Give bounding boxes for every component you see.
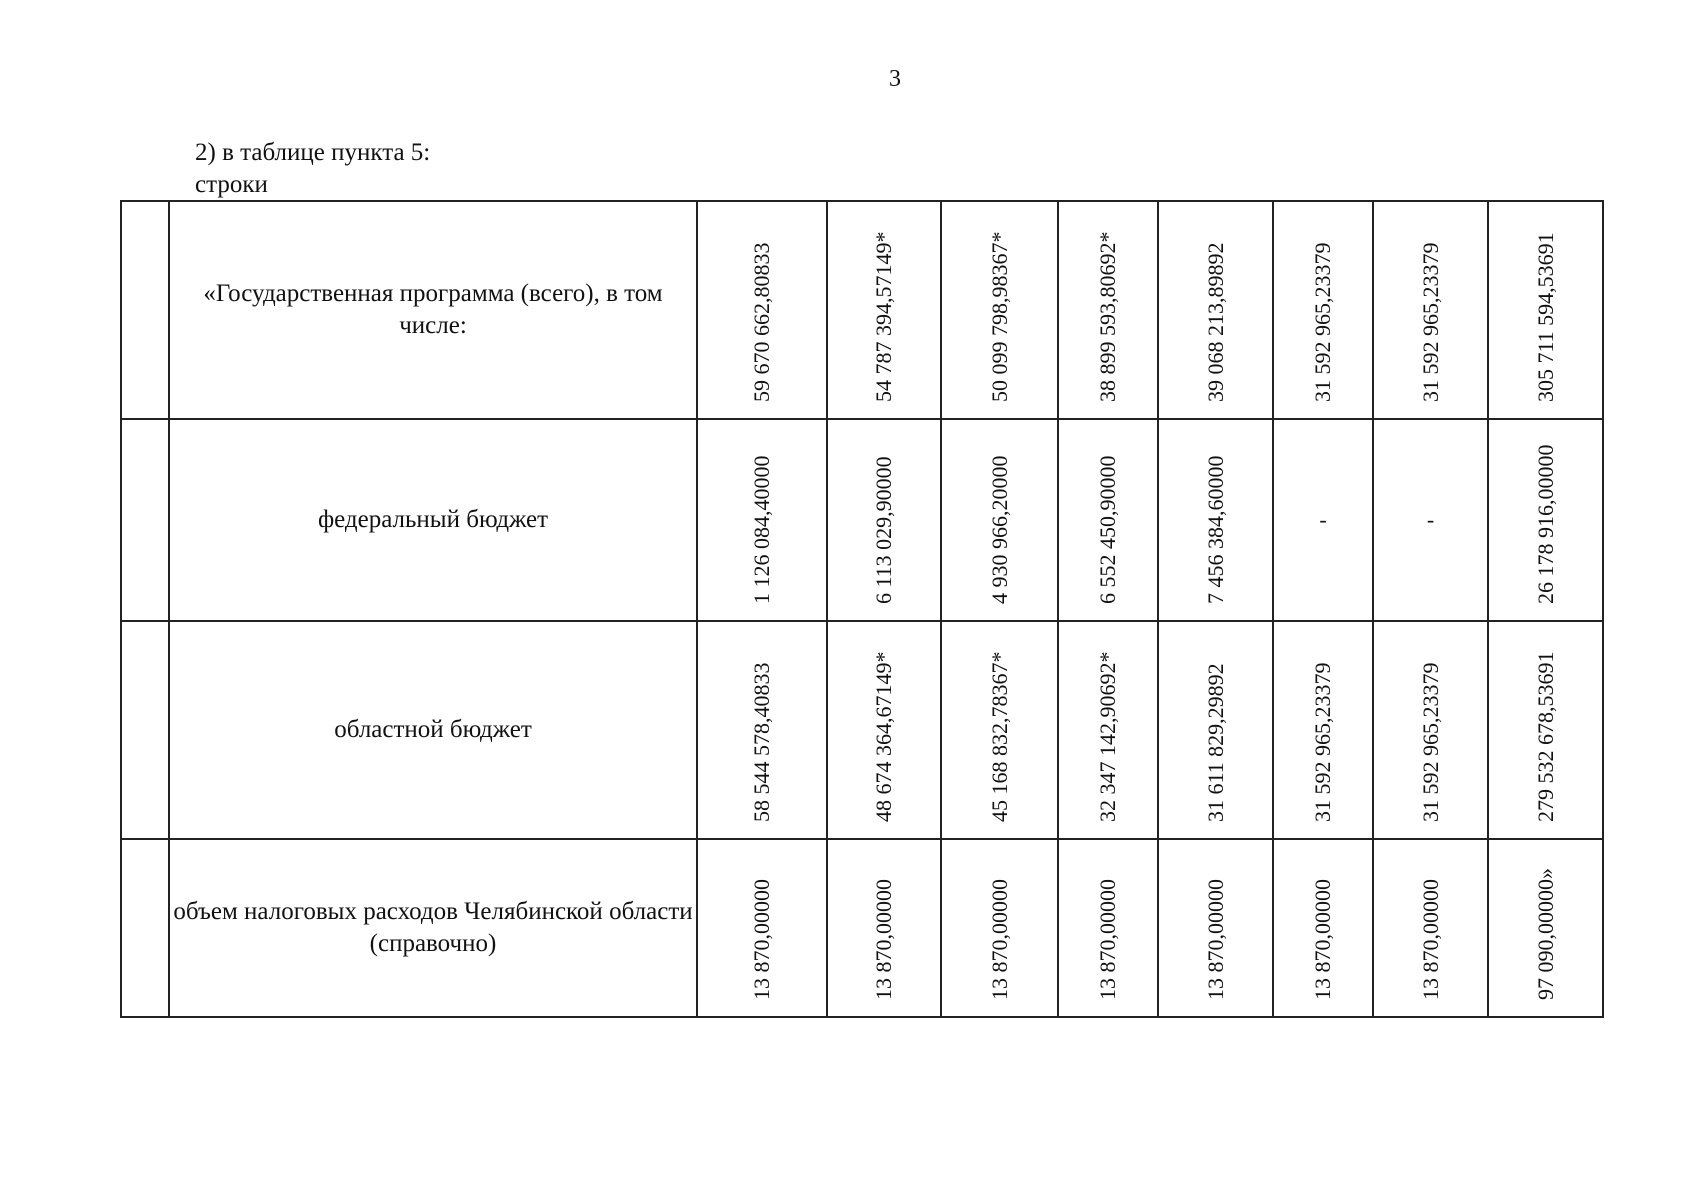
value-cell — [1488, 419, 1603, 621]
cell-value: 26 178 916,00000 — [1532, 444, 1558, 604]
cell-value: 13 870,00000 — [749, 879, 774, 1000]
value-cell — [1273, 621, 1373, 839]
value-cell — [1273, 419, 1373, 621]
value-cell — [697, 419, 827, 621]
value-cell — [941, 839, 1058, 1017]
cell-value: 48 674 364,67149* — [871, 651, 896, 822]
cell-value: 58 544 578,40833 — [749, 662, 774, 822]
cell-value: 50 099 798,98367* — [986, 231, 1012, 402]
value-cell — [697, 839, 827, 1017]
budget-table — [120, 200, 1604, 1018]
cell-value: 6 552 450,90000 — [1095, 455, 1120, 604]
value-cell — [1488, 201, 1603, 419]
cell-value: 54 787 394,57149* — [871, 231, 896, 402]
cell-value: 13 870,00000 — [986, 879, 1012, 1000]
cell-value: 305 711 594,53691 — [1532, 232, 1558, 402]
cell-value: 59 670 662,80833 — [749, 242, 774, 402]
page-number: 3 — [889, 66, 901, 92]
value-cell — [1273, 201, 1373, 419]
table-row — [121, 621, 1603, 839]
value-cell — [1373, 621, 1488, 839]
value-cell — [1488, 839, 1603, 1017]
intro-line-1: 2) в таблице пункта 5: — [195, 139, 431, 166]
value-cell — [827, 419, 941, 621]
value-cell — [1373, 419, 1488, 621]
value-cell — [1158, 621, 1273, 839]
value-cell — [827, 839, 941, 1017]
cell-value: 13 870,00000 — [1202, 879, 1228, 1000]
row-label: областной бюджет — [169, 621, 697, 839]
cell-value: 31 592 965,23379 — [1417, 662, 1443, 822]
cell-value: 279 532 678,53691 — [1532, 651, 1558, 822]
value-cell — [1488, 621, 1603, 839]
value-cell — [697, 621, 827, 839]
value-cell — [1158, 839, 1273, 1017]
intro-line-2: строки — [195, 171, 268, 198]
value-cell — [1058, 839, 1158, 1017]
cell-value: 7 456 384,60000 — [1202, 455, 1228, 604]
table-row — [121, 419, 1603, 621]
cell-value: 13 870,00000 — [1310, 879, 1335, 1000]
cell-value: - — [1426, 507, 1435, 532]
row-number-cell — [121, 839, 169, 1017]
value-cell — [1058, 201, 1158, 419]
value-cell — [941, 621, 1058, 839]
cell-value: 32 347 142,90692* — [1095, 651, 1120, 822]
value-cell — [1058, 419, 1158, 621]
value-cell — [697, 201, 827, 419]
table-row — [121, 839, 1603, 1017]
value-cell — [827, 201, 941, 419]
cell-value: 45 168 832,78367* — [986, 651, 1012, 822]
cell-value: 13 870,00000 — [871, 879, 896, 1000]
value-cell — [1058, 621, 1158, 839]
row-label: «Государственная программа (всего), в том числе: — [169, 201, 697, 419]
table-row — [121, 201, 1603, 419]
cell-value: 6 113 029,90000 — [871, 456, 896, 604]
cell-value: - — [1319, 507, 1327, 532]
cell-value: 13 870,00000 — [1095, 879, 1120, 1000]
cell-value: 97 090,00000» — [1532, 868, 1558, 1000]
value-cell — [827, 621, 941, 839]
value-cell — [941, 419, 1058, 621]
cell-value: 1 126 084,40000 — [749, 455, 774, 604]
row-label: объем налоговых расходов Челябинской области (справочно) — [169, 839, 697, 1017]
row-label: федеральный бюджет — [169, 419, 697, 621]
cell-value: 4 930 966,20000 — [986, 455, 1012, 604]
row-number-cell — [121, 419, 169, 621]
row-number-cell — [121, 621, 169, 839]
cell-value: 13 870,00000 — [1417, 879, 1443, 1000]
value-cell — [1273, 839, 1373, 1017]
value-cell — [1158, 419, 1273, 621]
cell-value: 31 592 965,23379 — [1417, 242, 1443, 402]
cell-value: 31 611 829,29892 — [1202, 663, 1228, 822]
value-cell — [1373, 839, 1488, 1017]
value-cell — [941, 201, 1058, 419]
cell-value: 39 068 213,89892 — [1202, 242, 1228, 402]
value-cell — [1373, 201, 1488, 419]
value-cell — [1158, 201, 1273, 419]
cell-value: 31 592 965,23379 — [1310, 242, 1335, 402]
cell-value: 38 899 593,80692* — [1095, 231, 1120, 402]
row-number-cell — [121, 201, 169, 419]
cell-value: 31 592 965,23379 — [1310, 662, 1335, 822]
